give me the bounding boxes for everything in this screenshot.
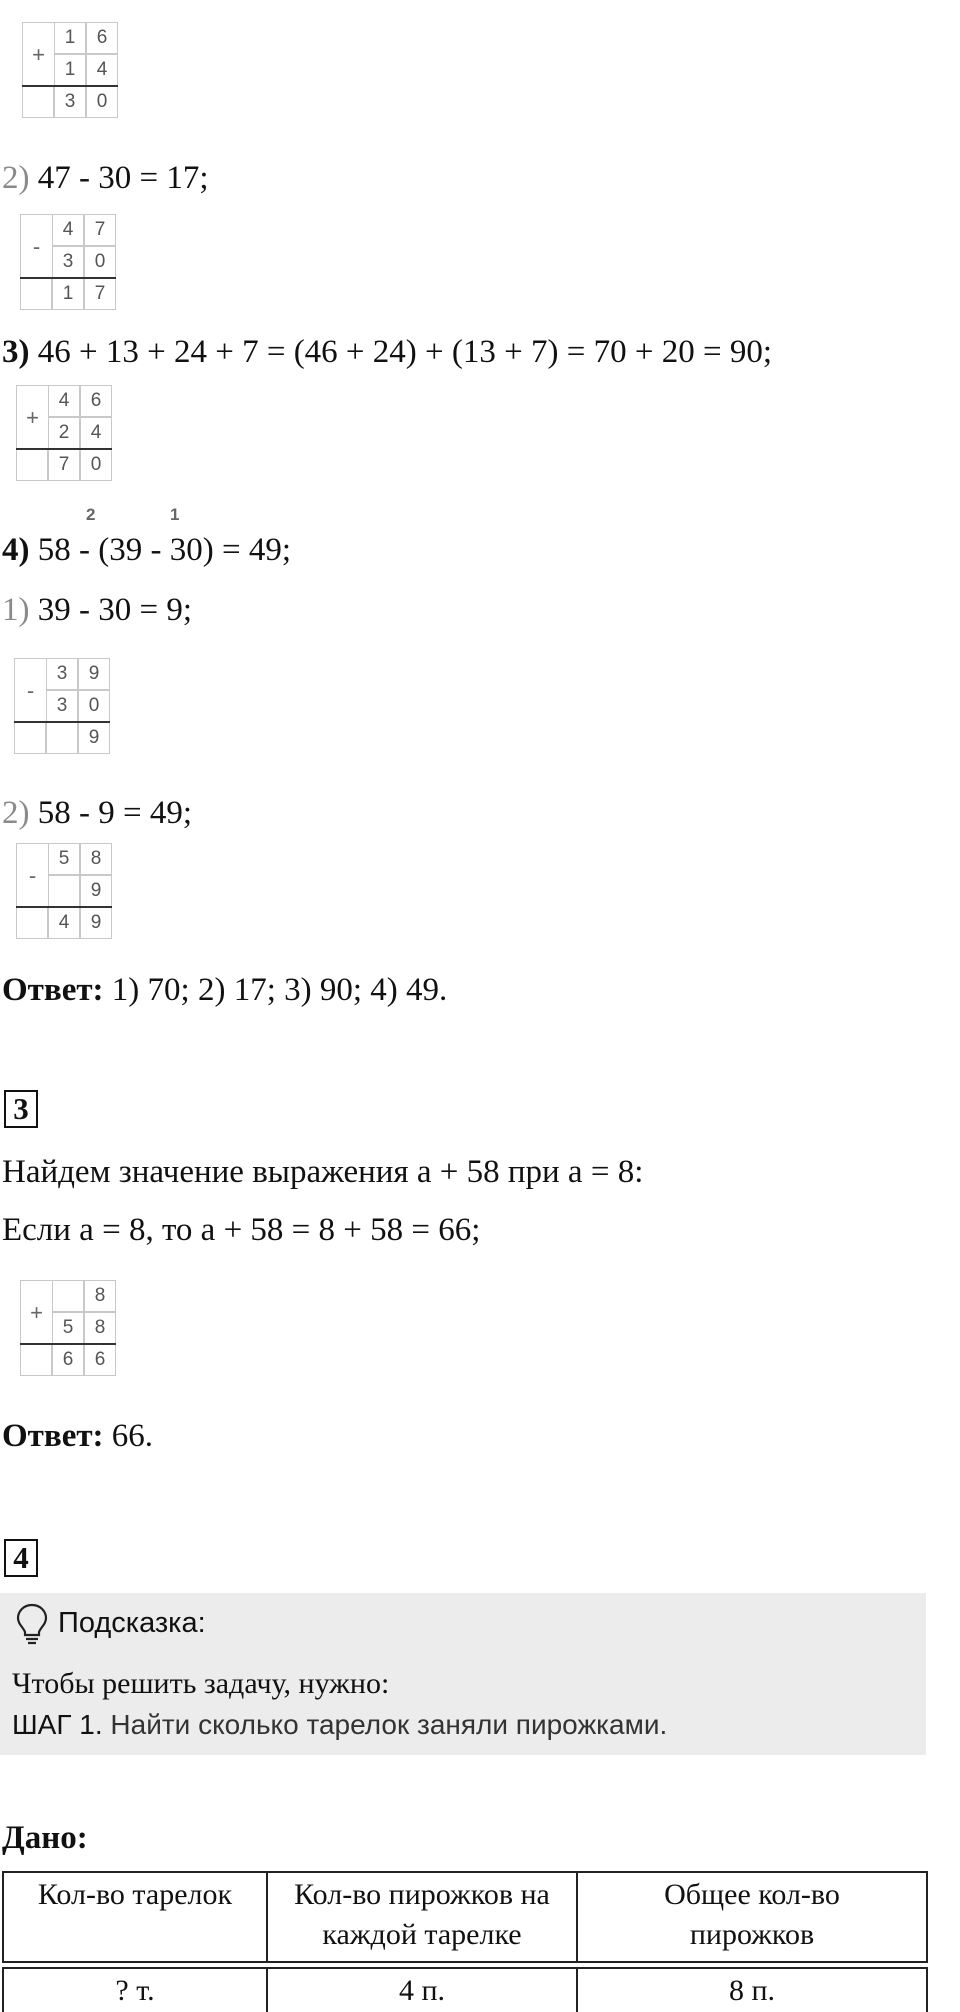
- operator-sign: -: [14, 658, 46, 722]
- step-expression: 58 - 9 = 49;: [29, 795, 193, 831]
- text-line: Если a = 8, то a + 58 = 8 + 58 = 66;: [2, 1212, 481, 1248]
- digit-cell: 0: [86, 86, 118, 118]
- digit-cell: 0: [80, 449, 112, 481]
- digit-cell: 3: [46, 658, 78, 690]
- digit-cell: 6: [86, 22, 118, 54]
- table-cell: 8 п.: [577, 1968, 927, 2012]
- digit-cell: 3: [54, 86, 86, 118]
- answer-line: [2, 1416, 153, 1456]
- task-line: [2, 332, 772, 372]
- grid-cell: [16, 907, 48, 939]
- hint-text: Чтобы решить задачу, нужно:: [12, 1667, 390, 1700]
- digit-cell: 8: [80, 843, 112, 875]
- digit-cell: 1: [54, 22, 86, 54]
- digit-cell: 9: [80, 875, 112, 907]
- given-table: [2, 1871, 928, 2012]
- hint-step-text: Найти сколько тарелок заняли пирожками.: [102, 1709, 668, 1740]
- table-row: [3, 1968, 927, 2012]
- task-number-box: 4: [4, 1539, 38, 1577]
- step-number: 1): [2, 592, 30, 628]
- operator-sign: -: [16, 843, 48, 907]
- order-mark: 2: [86, 505, 96, 524]
- digit-cell: 3: [52, 246, 84, 278]
- lightbulb-icon: [12, 1601, 52, 1645]
- digit-cell: [52, 1280, 84, 1312]
- digit-cell: 4: [80, 417, 112, 449]
- digit-cell: [46, 722, 78, 754]
- hint-step-label: ШАГ 1.: [12, 1709, 103, 1740]
- step-expression: 39 - 30 = 9;: [29, 592, 193, 628]
- digit-cell: 7: [84, 214, 116, 246]
- operator-sign: +: [16, 385, 48, 449]
- hint-step: [12, 1706, 667, 1744]
- digit-cell: 4: [48, 385, 80, 417]
- digit-cell: 9: [80, 907, 112, 939]
- digit-cell: [48, 875, 80, 907]
- digit-cell: 3: [46, 690, 78, 722]
- digit-cell: 9: [78, 658, 110, 690]
- digit-cell: 4: [52, 214, 84, 246]
- digit-cell: 9: [78, 722, 110, 754]
- grid-cell: [14, 722, 46, 754]
- hint-title: Подсказка:: [58, 1607, 206, 1639]
- result-line: [20, 277, 116, 279]
- given-label-text: Дано:: [2, 1820, 88, 1856]
- digit-cell: 8: [84, 1312, 116, 1344]
- hint-panel: [0, 1593, 926, 1755]
- grid-cell: [22, 86, 54, 118]
- item-expression: 58 - (39 - 30) = 49;: [29, 532, 291, 568]
- digit-cell: 0: [78, 690, 110, 722]
- answer-label: Ответ:: [2, 972, 104, 1008]
- result-line: [14, 721, 110, 723]
- table-row: [3, 1872, 927, 1962]
- grid-cell: [16, 449, 48, 481]
- table-header: Общее кол-во пирожков: [577, 1872, 927, 1962]
- item-expression: 46 + 13 + 24 + 7 = (46 + 24) + (13 + 7) = 70 + 20 = 90;: [29, 334, 772, 370]
- step-number: 2): [2, 160, 30, 196]
- digit-cell: 1: [54, 54, 86, 86]
- digit-cell: 6: [52, 1344, 84, 1376]
- result-line: [16, 448, 112, 450]
- item-number: 3): [2, 334, 30, 370]
- digit-cell: 6: [80, 385, 112, 417]
- item-number: 4): [2, 532, 30, 568]
- table-cell: 4 п.: [267, 1968, 577, 2012]
- table-header: Кол-во пирожков на каждой тарелке: [267, 1872, 577, 1962]
- digit-cell: 5: [48, 843, 80, 875]
- answer-text: 1) 70; 2) 17; 3) 90; 4) 49.: [103, 972, 448, 1008]
- table-header: Кол-во тарелок: [3, 1872, 267, 1962]
- result-line: [16, 906, 112, 908]
- grid-cell: [20, 1344, 52, 1376]
- step-line: [2, 793, 192, 833]
- digit-cell: 2: [48, 417, 80, 449]
- digit-cell: 6: [84, 1344, 116, 1376]
- task-number-box: 3: [4, 1090, 38, 1128]
- digit-cell: 4: [48, 907, 80, 939]
- answer-label: Ответ:: [2, 1418, 104, 1454]
- operator-sign: +: [20, 1280, 52, 1344]
- digit-cell: 5: [52, 1312, 84, 1344]
- step-expression: 47 - 30 = 17;: [29, 160, 209, 196]
- digit-cell: 7: [48, 449, 80, 481]
- operator-sign: +: [22, 22, 54, 86]
- operator-sign: -: [20, 214, 52, 278]
- digit-cell: 1: [52, 278, 84, 310]
- text-line: Найдем значение выражения a + 58 при a = 8:: [2, 1154, 644, 1190]
- grid-cell: [20, 278, 52, 310]
- digit-cell: 7: [84, 278, 116, 310]
- result-line: [22, 85, 118, 87]
- result-line: [20, 1343, 116, 1345]
- answer-line: [2, 970, 447, 1010]
- step-number: 2): [2, 795, 30, 831]
- digit-cell: 0: [84, 246, 116, 278]
- digit-cell: 8: [84, 1280, 116, 1312]
- task-line: [2, 530, 291, 570]
- table-cell: ? т.: [3, 1968, 267, 2012]
- step-line: [2, 158, 209, 198]
- digit-cell: 4: [86, 54, 118, 86]
- order-mark: 1: [170, 505, 180, 524]
- given-label: [2, 1818, 88, 1858]
- answer-text: 66.: [103, 1418, 154, 1454]
- step-line: [2, 590, 192, 630]
